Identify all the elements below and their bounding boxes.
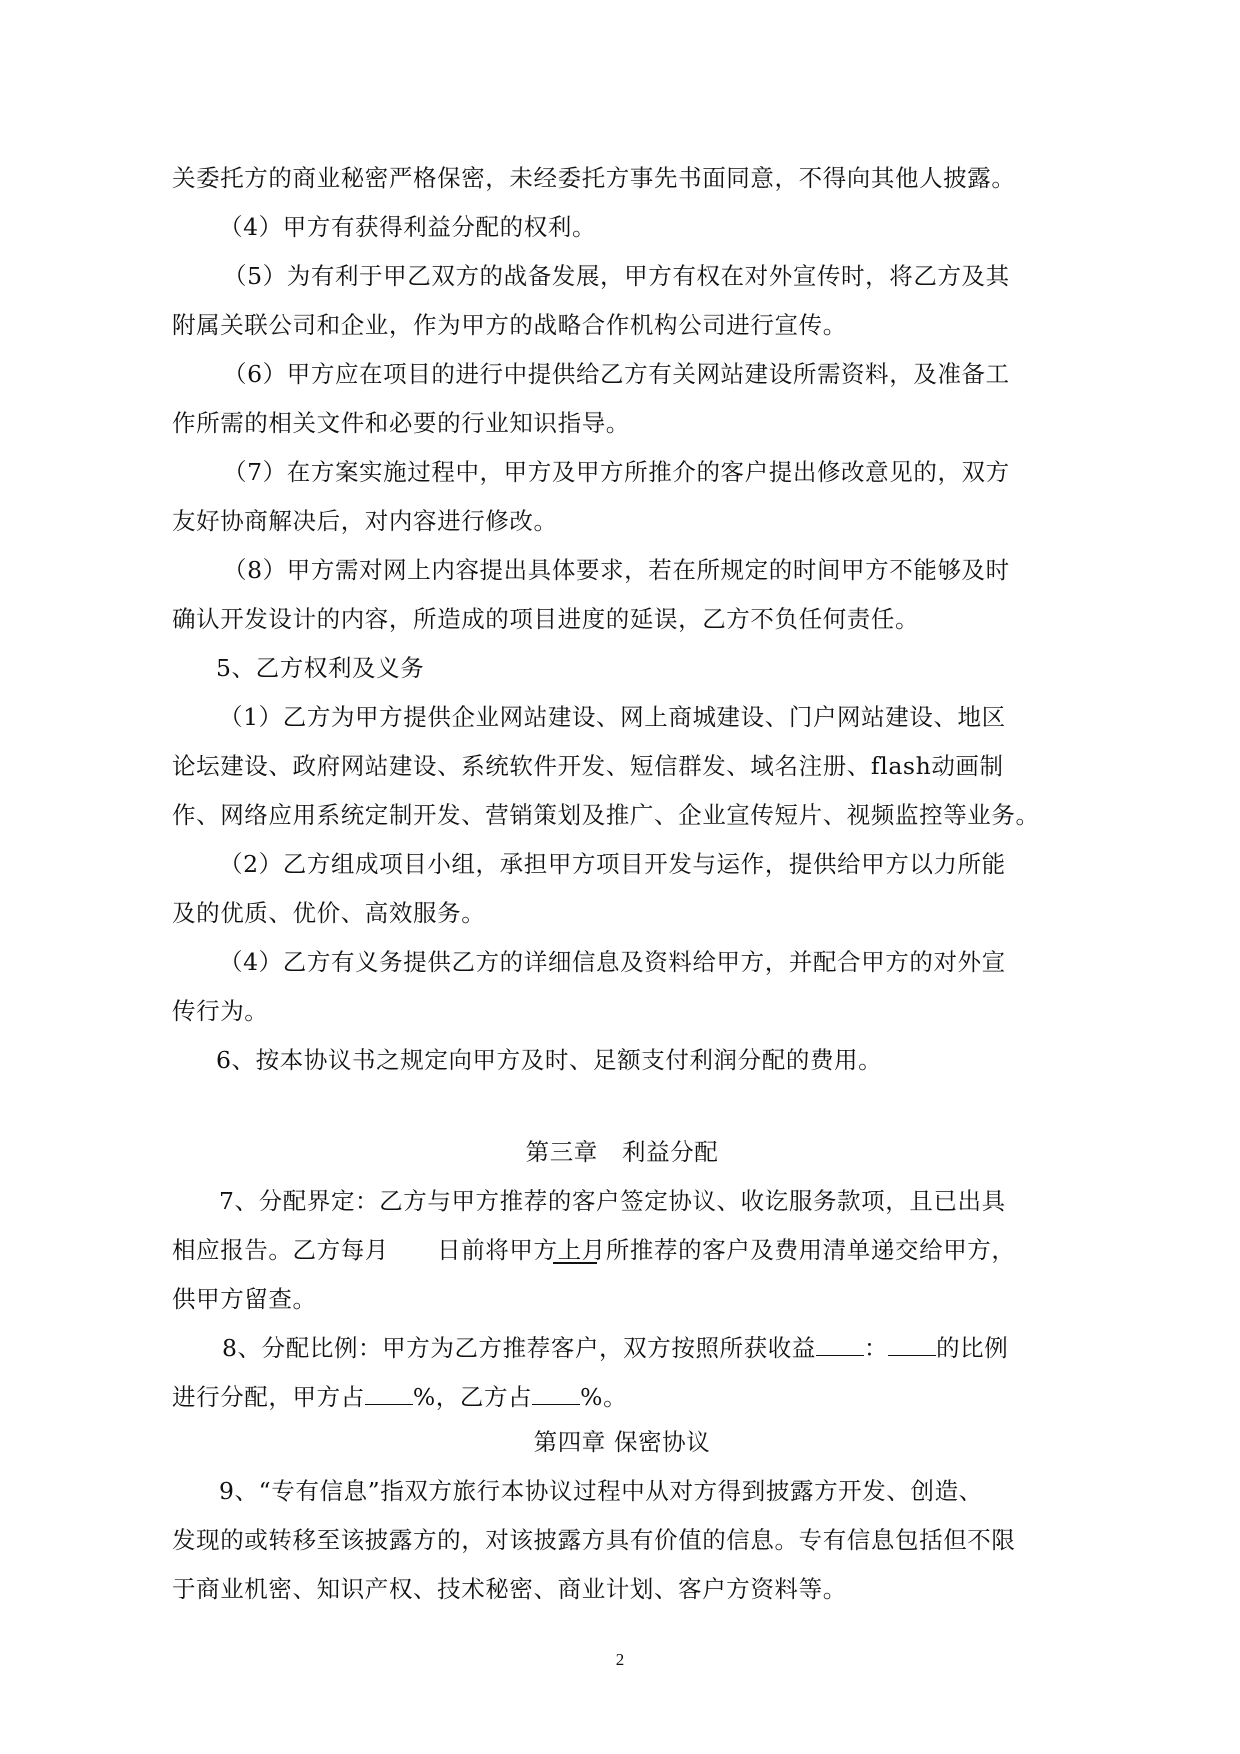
clause-text: ：	[863, 1334, 889, 1362]
paragraph-line: 友好协商解决后，对内容进行修改。	[172, 507, 558, 535]
section-heading: 5、乙方权利及义务	[216, 654, 425, 682]
paragraph-line: 关委托方的商业秘密严格保密，未经委托方事先书面同意，不得向其他人披露。	[172, 164, 1016, 192]
paragraph-line: 供甲方留查。	[172, 1285, 317, 1313]
paragraph-line: 论坛建设、政府网站建设、系统软件开发、短信群发、域名注册、flash动画制	[172, 752, 1004, 780]
paragraph-line: 9、“专有信息”指双方旅行本协议过程中从对方得到披露方开发、创造、	[219, 1477, 983, 1505]
clause-text: 8、分配比例：甲方为乙方推荐客户，双方按照所获收益	[222, 1334, 816, 1362]
paragraph-line: （6）甲方应在项目的进行中提供给乙方有关网站建设所需资料，及准备工	[223, 360, 1010, 388]
paragraph-line: 附属关联公司和企业，作为甲方的战略合作机构公司进行宣传。	[172, 311, 847, 339]
clause-text: %，乙方占	[412, 1383, 533, 1411]
paragraph-line: 确认开发设计的内容，所造成的项目进度的延误，乙方不负任何责任。	[172, 605, 920, 633]
clause-text: 进行分配，甲方占	[172, 1383, 365, 1411]
blank-field	[816, 1329, 864, 1356]
blank-field	[888, 1329, 936, 1356]
paragraph-line: （4）甲方有获得利益分配的权利。	[219, 213, 597, 241]
paragraph-line: 发现的或转移至该披露方的，对该披露方具有价值的信息。专有信息包括但不限	[172, 1526, 1016, 1554]
paragraph-line: （5）为有利于甲乙双方的战备发展，甲方有权在对外宣传时，将乙方及其	[223, 262, 1010, 290]
paragraph-line: 作所需的相关文件和必要的行业知识指导。	[172, 409, 630, 437]
paragraph-line: 6、按本协议书之规定向甲方及时、足额支付利润分配的费用。	[216, 1046, 883, 1074]
paragraph-line: （8）甲方需对网上内容提出具体要求，若在所规定的时间甲方不能够及时	[223, 556, 1010, 584]
blank-field	[365, 1378, 413, 1405]
paragraph-line: 相应报告。乙方每月 日前将甲方上月所推荐的客户及费用清单递交给甲方，	[172, 1236, 1016, 1264]
chapter-3-title: 第三章 利益分配	[525, 1138, 719, 1166]
clause-8-line-2	[172, 1377, 1052, 1417]
paragraph-line: 传行为。	[172, 997, 269, 1025]
page-number: 2	[615, 1650, 625, 1669]
clause-8-line-1	[222, 1328, 1102, 1368]
paragraph-line: （7）在方案实施过程中，甲方及甲方所推介的客户提出修改意见的，双方	[223, 458, 1010, 486]
clause-text: %。	[580, 1383, 628, 1411]
chapter-4-title: 第四章 保密协议	[533, 1428, 711, 1456]
underline-mark	[553, 1262, 597, 1264]
paragraph-line: 于商业机密、知识产权、技术秘密、商业计划、客户方资料等。	[172, 1575, 847, 1603]
paragraph-line: （4）乙方有义务提供乙方的详细信息及资料给甲方，并配合甲方的对外宣	[219, 948, 1006, 976]
paragraph-line: 作、网络应用系统定制开发、营销策划及推广、企业宣传短片、视频监控等业务。	[172, 801, 1040, 829]
paragraph-line: （1）乙方为甲方提供企业网站建设、网上商城建设、门户网站建设、地区	[219, 703, 1006, 731]
paragraph-line: 及的优质、优价、高效服务。	[172, 899, 486, 927]
blank-field	[532, 1378, 580, 1405]
paragraph-line: （2）乙方组成项目小组，承担甲方项目开发与运作，提供给甲方以力所能	[219, 850, 1006, 878]
clause-text: 的比例	[936, 1334, 1009, 1362]
paragraph-line: 7、分配界定：乙方与甲方推荐的客户签定协议、收讫服务款项，且已出具	[219, 1187, 1006, 1215]
